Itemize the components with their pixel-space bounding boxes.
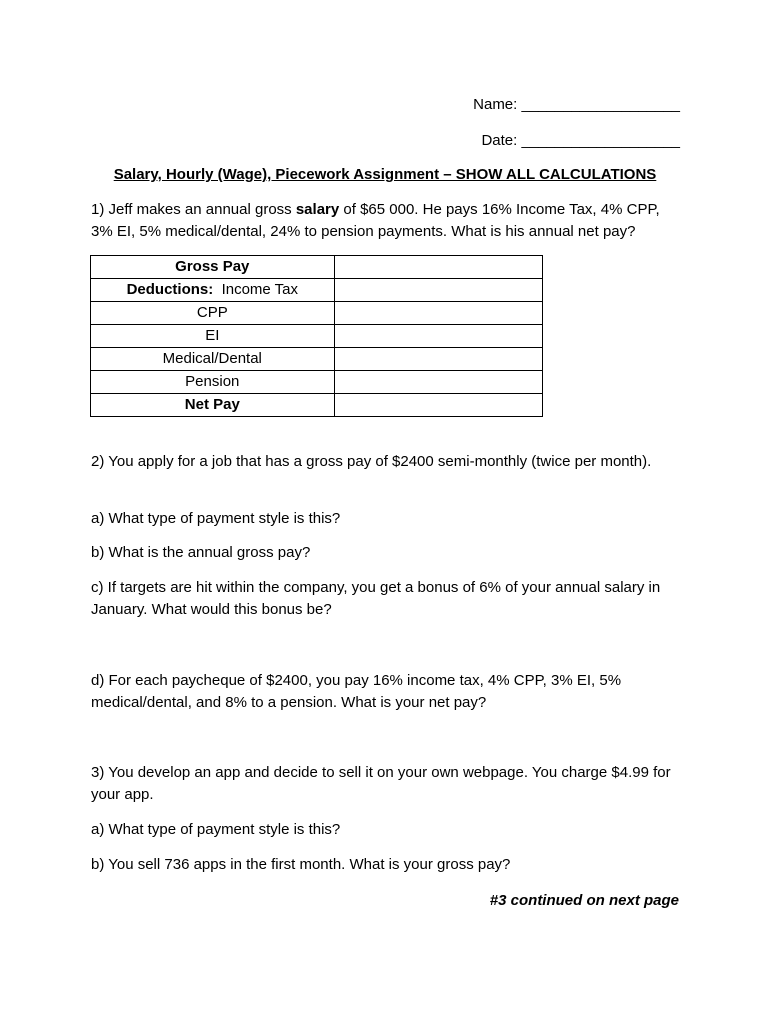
net-pay-label: Net Pay <box>91 394 335 417</box>
continued-note: #3 continued on next page <box>489 892 679 909</box>
income-tax-text: Income Tax <box>221 281 299 298</box>
gross-pay-answer-cell[interactable] <box>334 256 542 279</box>
cpp-answer-cell[interactable] <box>334 302 542 325</box>
ei-label: EI <box>91 325 335 348</box>
pension-answer-cell[interactable] <box>334 371 542 394</box>
question-1-emphasis: salary <box>295 201 340 218</box>
cpp-label: CPP <box>91 302 335 325</box>
medical-dental-label: Medical/Dental <box>91 348 335 371</box>
medical-dental-answer-cell[interactable] <box>334 348 542 371</box>
table-row <box>91 325 543 348</box>
question-2-intro: 2) You apply for a job that has a gross pay of $2400 semi-monthly (twice per month). <box>91 453 652 470</box>
question-3-intro: 3) You develop an app and decide to sell it on your own webpage. You charge $4.99 for your app. <box>91 764 671 803</box>
deductions-label: Deductions: <box>126 281 214 298</box>
assignment-title: Salary, Hourly (Wage), Piecework Assignment – SHOW ALL CALCULATIONS <box>113 166 657 183</box>
question-1-text-end: of $65 000. He pays 16% Income Tax, 4% CPP, 3% EI, 5% medical/dental, 24% to pension payments. What is his annual net pay? <box>91 201 660 240</box>
name-field[interactable]: Name: ___________________ <box>473 96 680 113</box>
table-row <box>91 348 543 371</box>
income-tax-label <box>91 279 335 302</box>
question-1-text-start: 1) Jeff makes an annual gross <box>91 201 296 218</box>
table-row <box>91 302 543 325</box>
table-row <box>91 279 543 302</box>
table-row <box>91 256 543 279</box>
table-row <box>91 371 543 394</box>
ei-answer-cell[interactable] <box>334 325 542 348</box>
question-3a: a) What type of payment style is this? <box>91 821 341 838</box>
net-pay-answer-cell[interactable] <box>334 394 542 417</box>
income-tax-answer-cell[interactable] <box>334 279 542 302</box>
question-2c: c) If targets are hit within the company, you get a bonus of 6% of your annual salary in January. What would this bonus be? <box>91 579 661 618</box>
date-field[interactable]: Date: ___________________ <box>481 132 680 149</box>
question-2d: d) For each paycheque of $2400, you pay 16% income tax, 4% CPP, 3% EI, 5% medical/dental, and 8% to a pension. What is your net pay? <box>91 672 622 711</box>
question-2a: a) What type of payment style is this? <box>91 510 341 527</box>
pension-label: Pension <box>91 371 335 394</box>
question-3b: b) You sell 736 apps in the first month. What is your gross pay? <box>91 856 511 873</box>
question-1 <box>91 199 681 243</box>
net-pay-table <box>90 255 543 417</box>
gross-pay-label: Gross Pay <box>91 256 335 279</box>
question-2b: b) What is the annual gross pay? <box>91 544 311 561</box>
table-row <box>91 394 543 417</box>
